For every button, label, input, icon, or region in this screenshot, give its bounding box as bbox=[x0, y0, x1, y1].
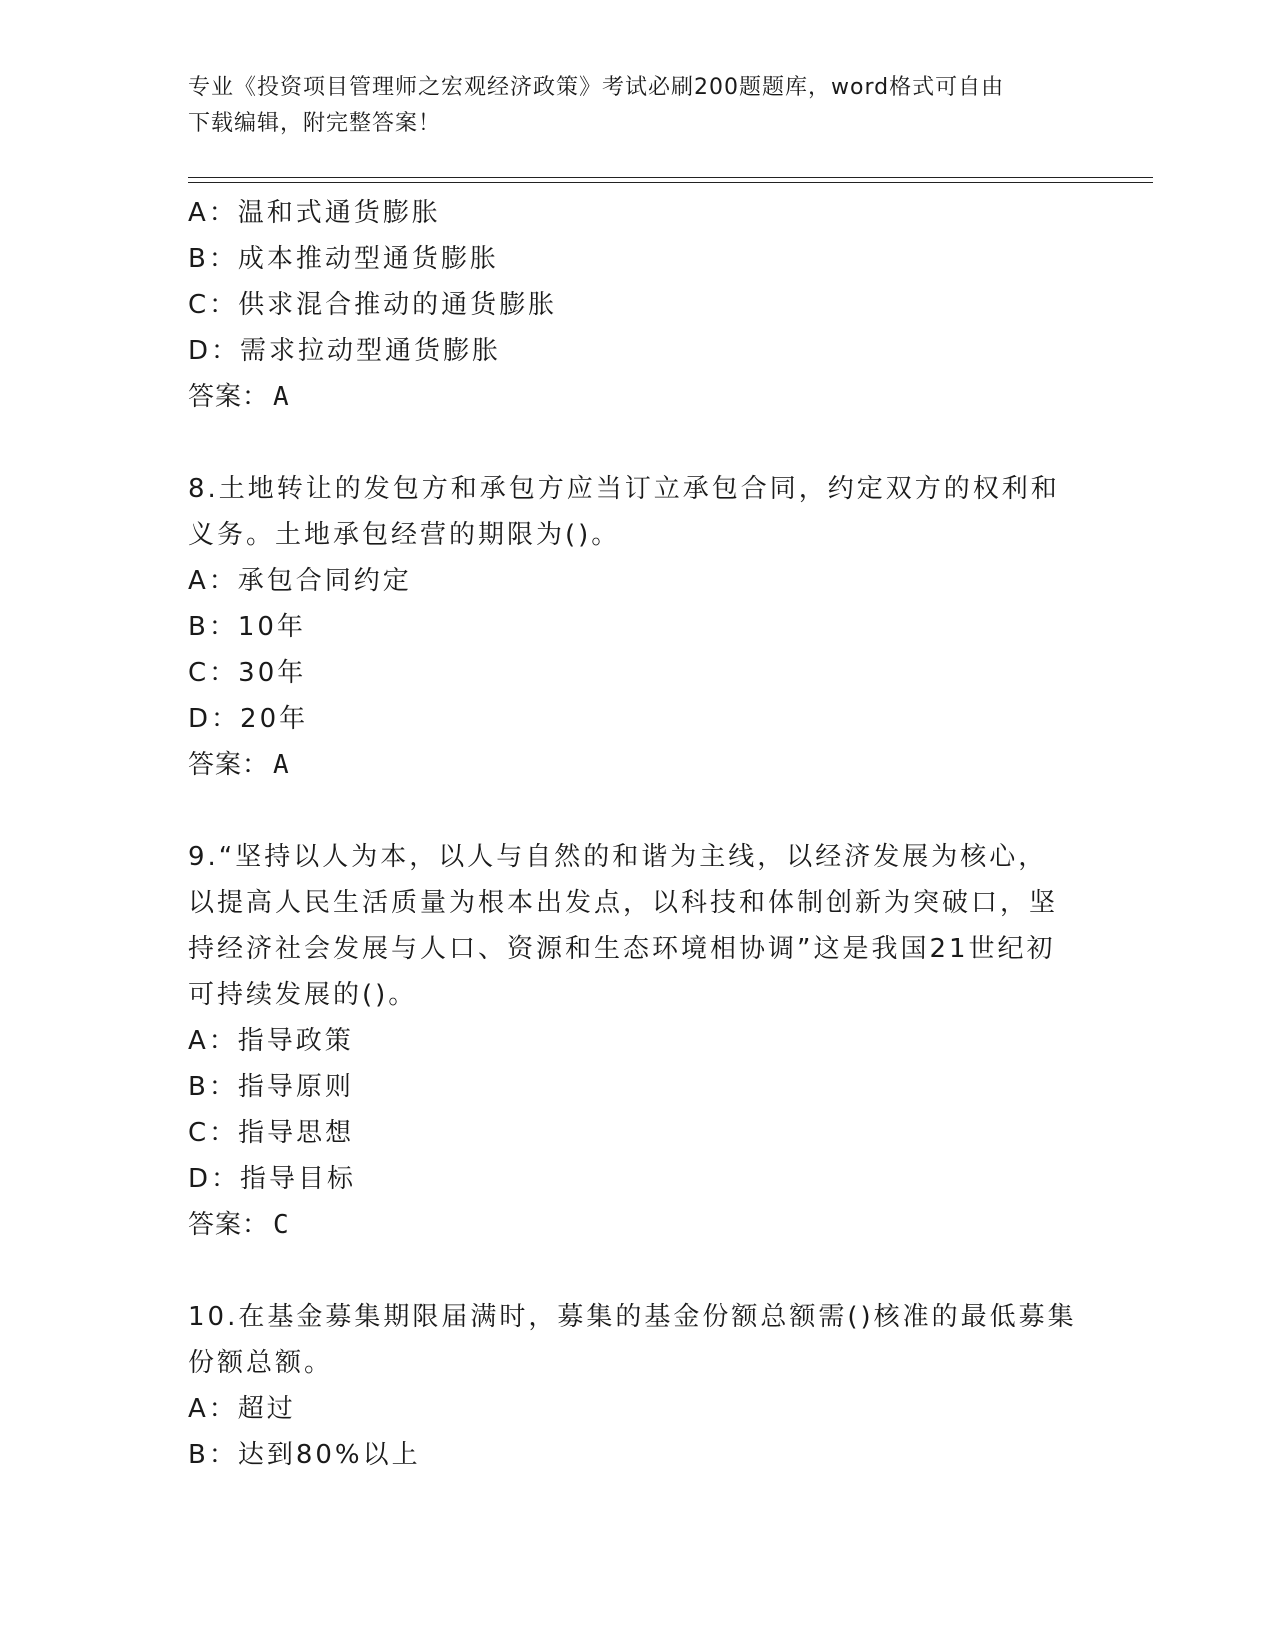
option-d: D：20年 bbox=[188, 704, 309, 734]
header-divider-bottom bbox=[188, 182, 1153, 183]
option-a: A：指导政策 bbox=[188, 1026, 354, 1056]
document-header bbox=[188, 70, 1068, 142]
option-c: C：供求混合推动的通货膨胀 bbox=[188, 290, 558, 320]
header-line-2: 下载编辑，附完整答案！ bbox=[188, 111, 442, 136]
question-text-line: 8.土地转让的发包方和承包方应当订立承包合同，约定双方的权利和 bbox=[188, 474, 1060, 504]
answer-value: A bbox=[273, 382, 290, 412]
option-b: B：达到80%以上 bbox=[188, 1440, 421, 1470]
answer-value: C bbox=[273, 1210, 290, 1240]
answer-line bbox=[188, 742, 1088, 788]
question-7 bbox=[188, 190, 1088, 420]
answer-line bbox=[188, 374, 1088, 420]
option-a: A：承包合同约定 bbox=[188, 566, 412, 596]
question-text-line: 10.在基金募集期限届满时，募集的基金份额总额需()核准的最低募集 bbox=[188, 1302, 1077, 1332]
option-a: A：超过 bbox=[188, 1394, 296, 1424]
question-8 bbox=[188, 466, 1088, 788]
option-d: D：需求拉动型通货膨胀 bbox=[188, 336, 502, 366]
option-d: D：指导目标 bbox=[188, 1164, 357, 1194]
question-text-line: 持经济社会发展与人口、资源和生态环境相协调”这是我国21世纪初 bbox=[188, 934, 1056, 964]
header-line-1: 专业《投资项目管理师之宏观经济政策》考试必刷200题题库，word格式可自由 bbox=[188, 75, 1005, 100]
document-body bbox=[188, 190, 1088, 1478]
option-c: C：指导思想 bbox=[188, 1118, 355, 1148]
option-b: B：10年 bbox=[188, 612, 306, 642]
answer-label: 答案： bbox=[188, 382, 270, 412]
option-a: A：温和式通货膨胀 bbox=[188, 198, 441, 228]
answer-label: 答案： bbox=[188, 750, 270, 780]
header-divider-top bbox=[188, 177, 1153, 178]
question-text-line: 可持续发展的()。 bbox=[188, 980, 418, 1010]
option-c: C：30年 bbox=[188, 658, 307, 688]
question-text-line: 义务。土地承包经营的期限为()。 bbox=[188, 520, 621, 550]
question-9 bbox=[188, 834, 1088, 1248]
option-b: B：成本推动型通货膨胀 bbox=[188, 244, 499, 274]
question-text-line: 以提高人民生活质量为根本出发点，以科技和体制创新为突破口，坚 bbox=[188, 888, 1059, 918]
option-b: B：指导原则 bbox=[188, 1072, 354, 1102]
answer-line bbox=[188, 1202, 1088, 1248]
question-10 bbox=[188, 1294, 1088, 1478]
question-text-line: 9.“坚持以人为本，以人与自然的和谐为主线，以经济发展为核心， bbox=[188, 842, 1048, 872]
answer-value: A bbox=[273, 750, 290, 780]
question-text-line: 份额总额。 bbox=[188, 1348, 334, 1378]
answer-label: 答案： bbox=[188, 1210, 270, 1240]
